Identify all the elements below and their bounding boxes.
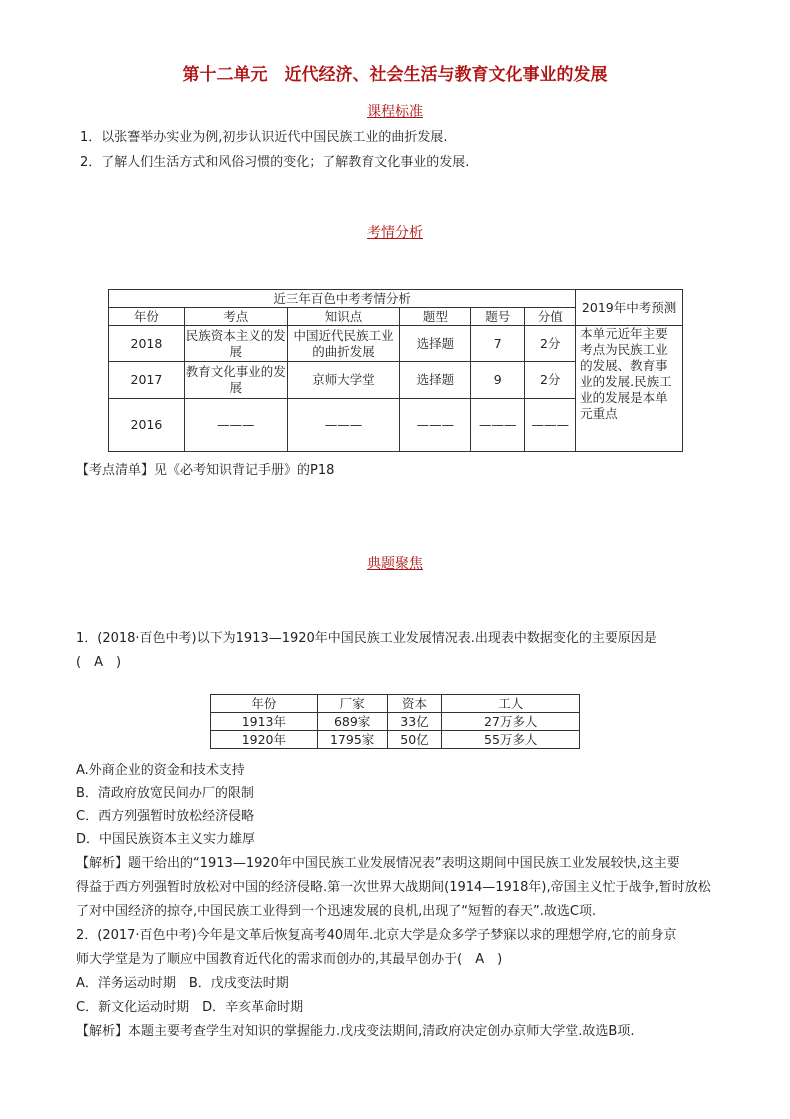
section-heading-course-standard: 课程标准 (367, 104, 423, 120)
table-cell: 民族资本主义的发展 (184, 326, 287, 362)
table-cell: 教育文化事业的发展 (184, 362, 287, 399)
q2-options-row: C．新文化运动时期 D．辛亥革命时期 (76, 1000, 304, 1015)
column-header: 分值 (525, 308, 576, 326)
table-cell: ——— (525, 399, 576, 452)
column-header: 厂家 (317, 695, 387, 713)
table-cell: ——— (471, 399, 525, 452)
table-row (211, 713, 580, 731)
industry-table (210, 694, 580, 749)
table-cell: 2016 (109, 399, 185, 452)
table-cell: 选择题 (400, 362, 471, 399)
table-cell: 1920年 (211, 731, 318, 749)
table-cell: ——— (400, 399, 471, 452)
table-cell: ——— (184, 399, 287, 452)
table-cell: 中国近代民族工业的曲折发展 (287, 326, 400, 362)
q1-analysis-line: 了对中国经济的掠夺,中国民族工业得到一个迅速发展的良机,出现了“短暂的春天”.故选C项. (76, 904, 597, 919)
table-cell: 2分 (525, 362, 576, 399)
q1-option-d: D．中国民族资本主义实力雄厚 (76, 832, 256, 847)
table-cell: 7 (471, 326, 525, 362)
column-header: 题号 (471, 308, 525, 326)
q2-analysis: 【解析】本题主要考查学生对知识的掌握能力.戊戌变法期间,清政府决定创办京师大学堂.故选B项. (76, 1024, 635, 1039)
column-header: 题型 (400, 308, 471, 326)
table-cell: 55万多人 (442, 731, 580, 749)
table-cell: 2018 (109, 326, 185, 362)
forecast-header: 2019年中考预测 (576, 290, 683, 326)
section-heading-typical: 典题聚焦 (367, 556, 423, 572)
table-cell: 689家 (317, 713, 387, 731)
q1-option-a: A.外商企业的资金和技术支持 (76, 763, 245, 778)
column-header: 知识点 (287, 308, 400, 326)
q2-options-row: A．洋务运动时期 B．戊戌变法时期 (76, 976, 289, 991)
table-cell: 2分 (525, 326, 576, 362)
table-cell: 33亿 (387, 713, 442, 731)
q1-option-c: C．西方列强暂时放松经济侵略 (76, 809, 255, 824)
table-cell: 选择题 (400, 326, 471, 362)
table-cell: 1795家 (317, 731, 387, 749)
q2-stem-line: 2．(2017·百色中考)今年是文革后恢复高考40周年.北京大学是众多学子梦寐以求的理想学府,它的前身京 (76, 928, 677, 943)
table-cell: 2017 (109, 362, 185, 399)
checklist-note: 【考点清单】见《必考知识背记手册》的P18 (76, 463, 335, 478)
standard-item-2: 2．了解人们生活方式和风俗习惯的变化；了解教育文化事业的发展. (80, 155, 470, 170)
table-cell: 京师大学堂 (287, 362, 400, 399)
q1-analysis-line: 得益于西方列强暂时放松对中国的经济侵略.第一次世界大战期间(1914—1918年),帝国主义忙于战争,暂时放松 (76, 880, 711, 895)
q1-stem: 1．(2018·百色中考)以下为1913—1920年中国民族工业发展情况表.出现表中数据变化的主要原因是 (76, 631, 657, 646)
column-header: 工人 (442, 695, 580, 713)
column-header: 考点 (184, 308, 287, 326)
table-caption: 近三年百色中考考情分析 (109, 290, 576, 308)
exam-analysis-table (108, 289, 683, 452)
table-cell: 27万多人 (442, 713, 580, 731)
table-cell: ——— (287, 399, 400, 452)
table-cell: 9 (471, 362, 525, 399)
column-header: 资本 (387, 695, 442, 713)
q1-answer: ( A ) (76, 655, 122, 670)
table-cell: 50亿 (387, 731, 442, 749)
forecast-note: 本单元近年主要考点为民族工业的发展、教育事业的发展.民族工业的发展是本单元重点 (576, 326, 683, 452)
table-row (211, 731, 580, 749)
q1-analysis-line: 【解析】题干给出的“1913—1920年中国民族工业发展情况表”表明这期间中国民族工业发展较快,这主要 (76, 856, 680, 871)
section-heading-exam-analysis: 考情分析 (367, 225, 423, 241)
q1-option-b: B．清政府放宽民间办厂的限制 (76, 786, 254, 801)
table-row (109, 326, 683, 362)
table-cell: 1913年 (211, 713, 318, 731)
q2-stem-line: 师大学堂是为了顺应中国教育近代化的需求而创办的,其最早创办于( A ) (76, 952, 503, 967)
column-header: 年份 (109, 308, 185, 326)
standard-item-1: 1．以张謇举办实业为例,初步认识近代中国民族工业的曲折发展. (80, 130, 448, 145)
column-header: 年份 (211, 695, 318, 713)
page-title: 第十二单元 近代经济、社会生活与教育文化事业的发展 (182, 65, 608, 85)
